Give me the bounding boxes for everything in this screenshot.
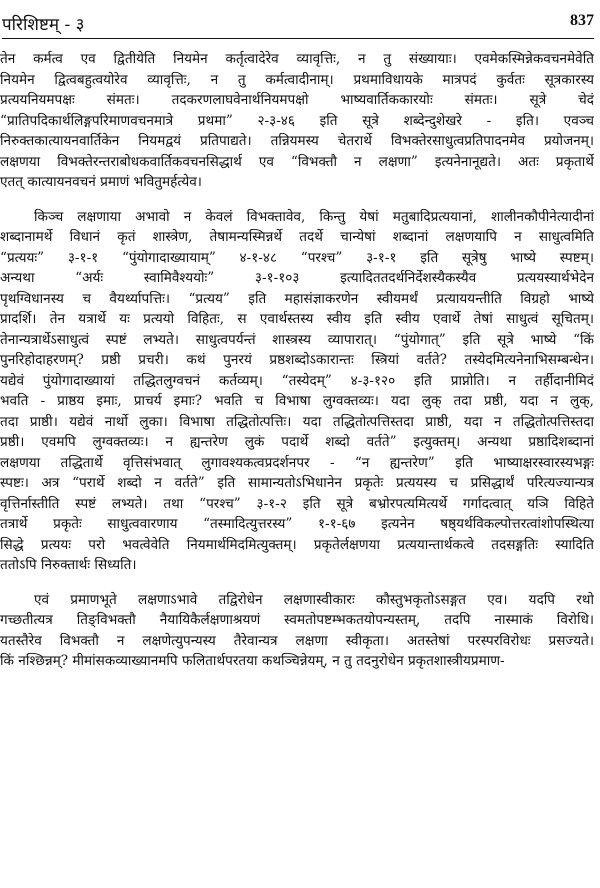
text-line: पृथग्विधानस्य च वैयर्थ्यापत्तिः। “प्रत्यय” इति महासंज्ञाकरणेन स्वीयमर्थं प्रत्याययन्तीति विग्रहो भाष्ये xyxy=(0,290,594,307)
text-line: प्रष्ठी। एवमपि लुग्वक्तव्यः। न ह्यन्तरेण लुकं पदार्थे शब्दो वर्तते” इत्युक्तम्। अन्यथा प्रष्ठादिशब्दानां xyxy=(0,434,594,450)
text-line: अन्यथा “अर्यः स्वामिवैश्ययोः” ३-१-१०३ इत्यादिततदर्थनिर्देशस्यैकस्यैव प्रत्ययस्यार्थभेदेन xyxy=(0,270,594,286)
text-line: तेन कर्मत्व एव द्वितीयेति नियमेन कर्तृत्वादेरेव व्यावृत्तिः, न तु संख्यायाः। एवमेकस्मिन्नेकवचनमेवेति xyxy=(0,51,594,67)
text-line: लक्षणया तद्धितार्थे वृत्तिसंभवात् लुगावश्यकत्वप्रदर्शनपर - “न ह्यन्तरेण” इति भाष्याक्षरस्वारस्यभङ्गः xyxy=(0,454,594,471)
paragraph xyxy=(0,49,594,193)
text-line: “प्रत्ययः” ३-१-१ “पुंयोगादाख्यायाम्” ४-१-४८ “परश्च” ३-१-१ इति सूत्रेषु भाष्ये स्पष्टम्। xyxy=(0,249,594,266)
section-title: परिशिष्टम् - ३ xyxy=(2,15,85,35)
body-text xyxy=(0,49,594,672)
text-line: स्पष्टः। अत्र “परार्थे शब्दो न वर्तते” इति सामान्यतोऽभिधानेन प्रकृतेः प्रत्ययस्य च प्रसिद्धार्थं परित्यज्यान्यत्र xyxy=(0,475,594,491)
text-line: ततोऽपि निरुक्तार्थः सिध्यति। xyxy=(0,557,137,573)
text-line: तत्रार्थे प्रकृतेः साधुत्ववारणाय “तस्मादित्युत्तरस्य” १-१-६७ इत्यनेन षष्ठ्यर्थविकल्पोत्तरत्वांशोपस्थित्या xyxy=(0,516,594,532)
running-header xyxy=(2,12,594,42)
text-line: शब्दानामर्थे विधानं कृतं शास्त्रेण, तेषामन्यस्मिन्नर्थे तदर्थे चान्येषां शब्दानां लक्षणयापि न साधुत्वमिति xyxy=(0,229,594,245)
text-line: गच्छतीत्यत्र तिङ्विभक्तौ नैयायिकैर्लक्षणाश्रयणं स्वमतोपष्टम्भकतयोपन्यस्तम्, तदपि नास्माकं विरोधि। xyxy=(0,612,594,628)
text-line: निरुक्तकात्यायनवार्तिकेन नियमद्वयं प्रतिपाद्यते। तन्नियमस्य चेतरार्थे विभक्तेरसाधुत्वप्रतिपादनमेव प्रयोजनम्। xyxy=(0,133,594,149)
text-line: एवं प्रमाणभूते लक्षणाऽभावे तद्विरोधेन लक्षणास्वीकारः कौस्तुभकृतोऽसङ्गत एव। यदपि रथो xyxy=(34,591,594,608)
paragraph xyxy=(0,590,594,672)
text-line: भवति - प्राष्ठय इमाः, प्राचर्य इमाः? भवति च विभाषा लुग्वक्तव्यः। यदा लुक् तदा प्रष्ठी, यदा न लुक्, xyxy=(0,393,594,409)
paragraph-gap xyxy=(0,193,594,207)
header-rule xyxy=(2,38,594,39)
paragraph xyxy=(0,207,594,576)
text-line: तदा प्राष्ठी। यद्येवं नार्थो लुका। विभाषा तद्धितोत्पत्तिः। यदा तद्धितोत्पत्तिस्तदा प्राष्ठी, यदा न तद्धितोत्पत्तिस्तदा xyxy=(0,413,594,430)
text-line: नियमेन द्वित्वबहुत्वयोरेव व्यावृत्तिः, न तु कर्मत्वादीनाम्। प्रथमाविधायके मात्रपदं कुर्वतः सूत्रकारस्य xyxy=(0,71,594,88)
text-line: प्रत्ययनियमपक्षः संमतः। तदकरणलाघवेनार्थनियमपक्षो भाष्यवार्तिककारयोः संमतः। सूत्रे चेदं xyxy=(0,92,594,108)
paragraph-gap xyxy=(0,576,594,590)
text-line: पुनरिहोदाहरणम्? प्रष्ठी प्रचरी। कथं पुनरयं प्रष्ठशब्दोऽकारान्तः स्त्रियां वर्तते? तस्येदमित्यनेनाभिसम्बन्धेन। xyxy=(0,352,594,368)
text-line: एतत् कात्यायनवचनं प्रमाणं भवितुमर्हत्येव। xyxy=(0,174,202,190)
text-line: “प्रातिपदिकार्थलिङ्गपरिमाणवचनमात्रे प्रथमा” २-३-४६ इति सूत्रे शब्देन्दुशेखरे - इति। एवञ्च xyxy=(0,112,594,129)
text-line: लक्षणया विभक्तेरन्तराबोधकवार्तिकवचनसिद्धार्थ एव “विभक्तौ न लक्षणा” इत्यनेनानूद्यते। अतः प्रकृतार्थे xyxy=(0,153,594,170)
page-number: 837 xyxy=(570,12,594,29)
text-line: यतस्तैरेव विभक्तौ न लक्षणेत्युपन्यस्य तैरेवान्यत्र लक्षणा स्वीकृता। अतस्तेषां परस्परविरोधः प्रसज्यते। xyxy=(0,632,594,649)
text-line: सिद्धे प्रत्ययः परो भवत्वेवेति नियमार्थमिदमित्युक्तम्। प्रकृतेर्लक्षणया प्रत्ययान्तार्थकत्वे तदसङ्गतिः स्यादिति xyxy=(0,536,594,553)
text-line: यद्येवं पुंयोगादाख्यायां तद्धितलुग्वचनं कर्तव्यम्। “तस्येदम्” ४-३-१२० इति प्राप्नोति। न तर्हीदानीमिदं xyxy=(0,372,594,389)
text-line: किञ्च लक्षणाया अभावो न केवलं विभक्तावेव, किन्तु येषां मतुबादिप्रत्ययानां, शालीनकौपीनेत्यादीनां xyxy=(34,208,594,225)
text-line: तेनान्यत्रार्थेऽसाधुत्वं स्पष्टं लभ्यते। साधुत्वपर्यन्तं शास्त्रस्य व्यापारात्। “पुंयोगात्” इति सूत्रे भाष्ये “किं xyxy=(0,331,594,348)
text-line: किं नश्छिन्नम्? मीमांसकव्याख्यानमपि फलितार्थपरतया कथञ्चिन्नेयम्, न तु तदनुरोधेन प्रकृतशास्त्रीयप्रमाण- xyxy=(0,653,505,669)
text-line: प्रादर्शि। तेन यत्रार्थे यः प्रत्ययो विहितः, स एवार्थस्तस्य स्वीय इति स्वीय एवार्थे तेषां साधुत्वं सूचितम्। xyxy=(0,311,594,327)
text-line: वृत्तिर्नास्तीति स्पष्टं लभ्यते। तथा “परश्च” ३-१-२ इति सूत्रे बभ्रोरपत्यमित्यर्थे गर्गादत्वात् यञि विहिते xyxy=(0,495,594,512)
